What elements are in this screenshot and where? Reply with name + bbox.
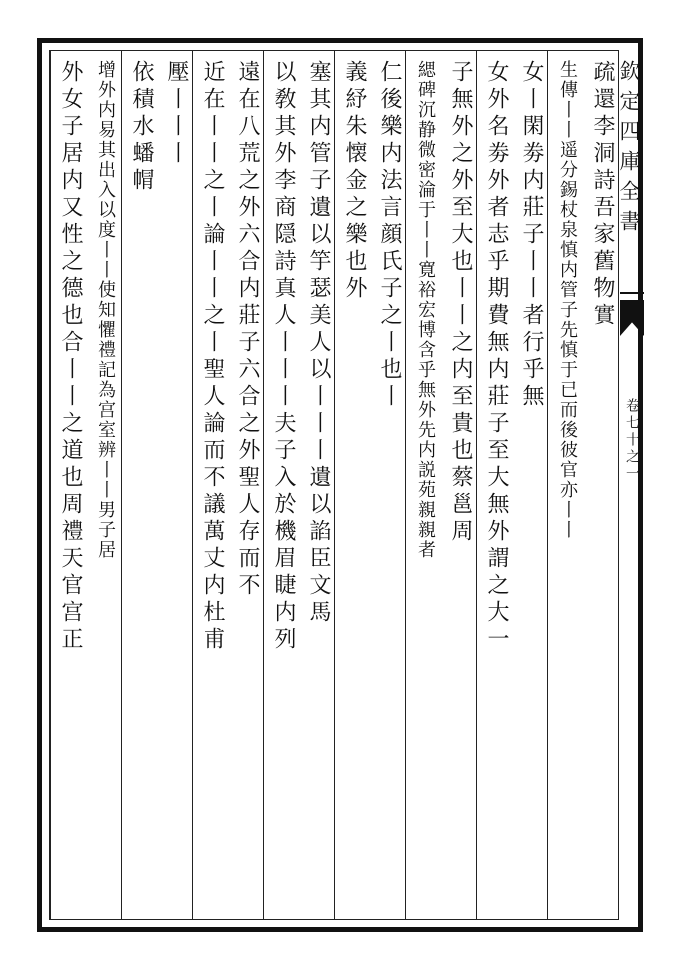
text-column: 生傳丨丨遥分錫杖泉慎内管子先慎于已而後彼官亦丨丨 (557, 60, 578, 540)
margin-volume-label: 卷七十之一 (624, 398, 640, 483)
text-column: 增外内易其出入以度丨丨使知懼禮記為宫室辨丨丨男子居 (95, 60, 116, 560)
fishtail-rule (620, 292, 644, 294)
text-column: 外女子居内又性之德也合丨丨之道也周禮天官宫正 (58, 60, 83, 654)
text-column: 仁後樂内法言顔氏子之丨也丨 (377, 60, 402, 411)
text-column: 壓丨丨丨 (164, 60, 189, 168)
text-column: 女丨閑劵内莊子丨丨者行乎無 (519, 60, 544, 411)
text-column: 塞其内管子遺以竽瑟美人以丨丨丨遺以諂臣文馬 (306, 60, 331, 627)
text-column: 子無外之外至大也丨丨之内至貴也蔡邕周 (448, 60, 473, 546)
text-column: 依積水蟠㡌 (129, 60, 154, 195)
margin-book-title: 欽定四庫全書 (617, 60, 641, 240)
text-column: 緦碑沉静微密淪于丨丨寛裕宏博含乎無外先内説苑親親者 (415, 60, 436, 560)
text-column: 義紓朱懐金之樂也外 (342, 60, 367, 303)
text-column: 女外名劵外者志乎期費無内莊子至大無外謂之大一 (484, 60, 509, 654)
text-column: 以敎其外李商隠詩真人丨丨丨夫子入於機眉睫内列 (271, 60, 296, 654)
text-column: 遠在八荒之外六合内莊子六合之外聖人存而不 (235, 60, 260, 600)
column-rule (50, 50, 51, 920)
text-column: 疏還李洞詩吾家舊物實 (590, 60, 615, 330)
text-column: 近在丨丨之丨論丨丨之丨聖人論而不議萬丈内杜甫 (200, 60, 225, 654)
